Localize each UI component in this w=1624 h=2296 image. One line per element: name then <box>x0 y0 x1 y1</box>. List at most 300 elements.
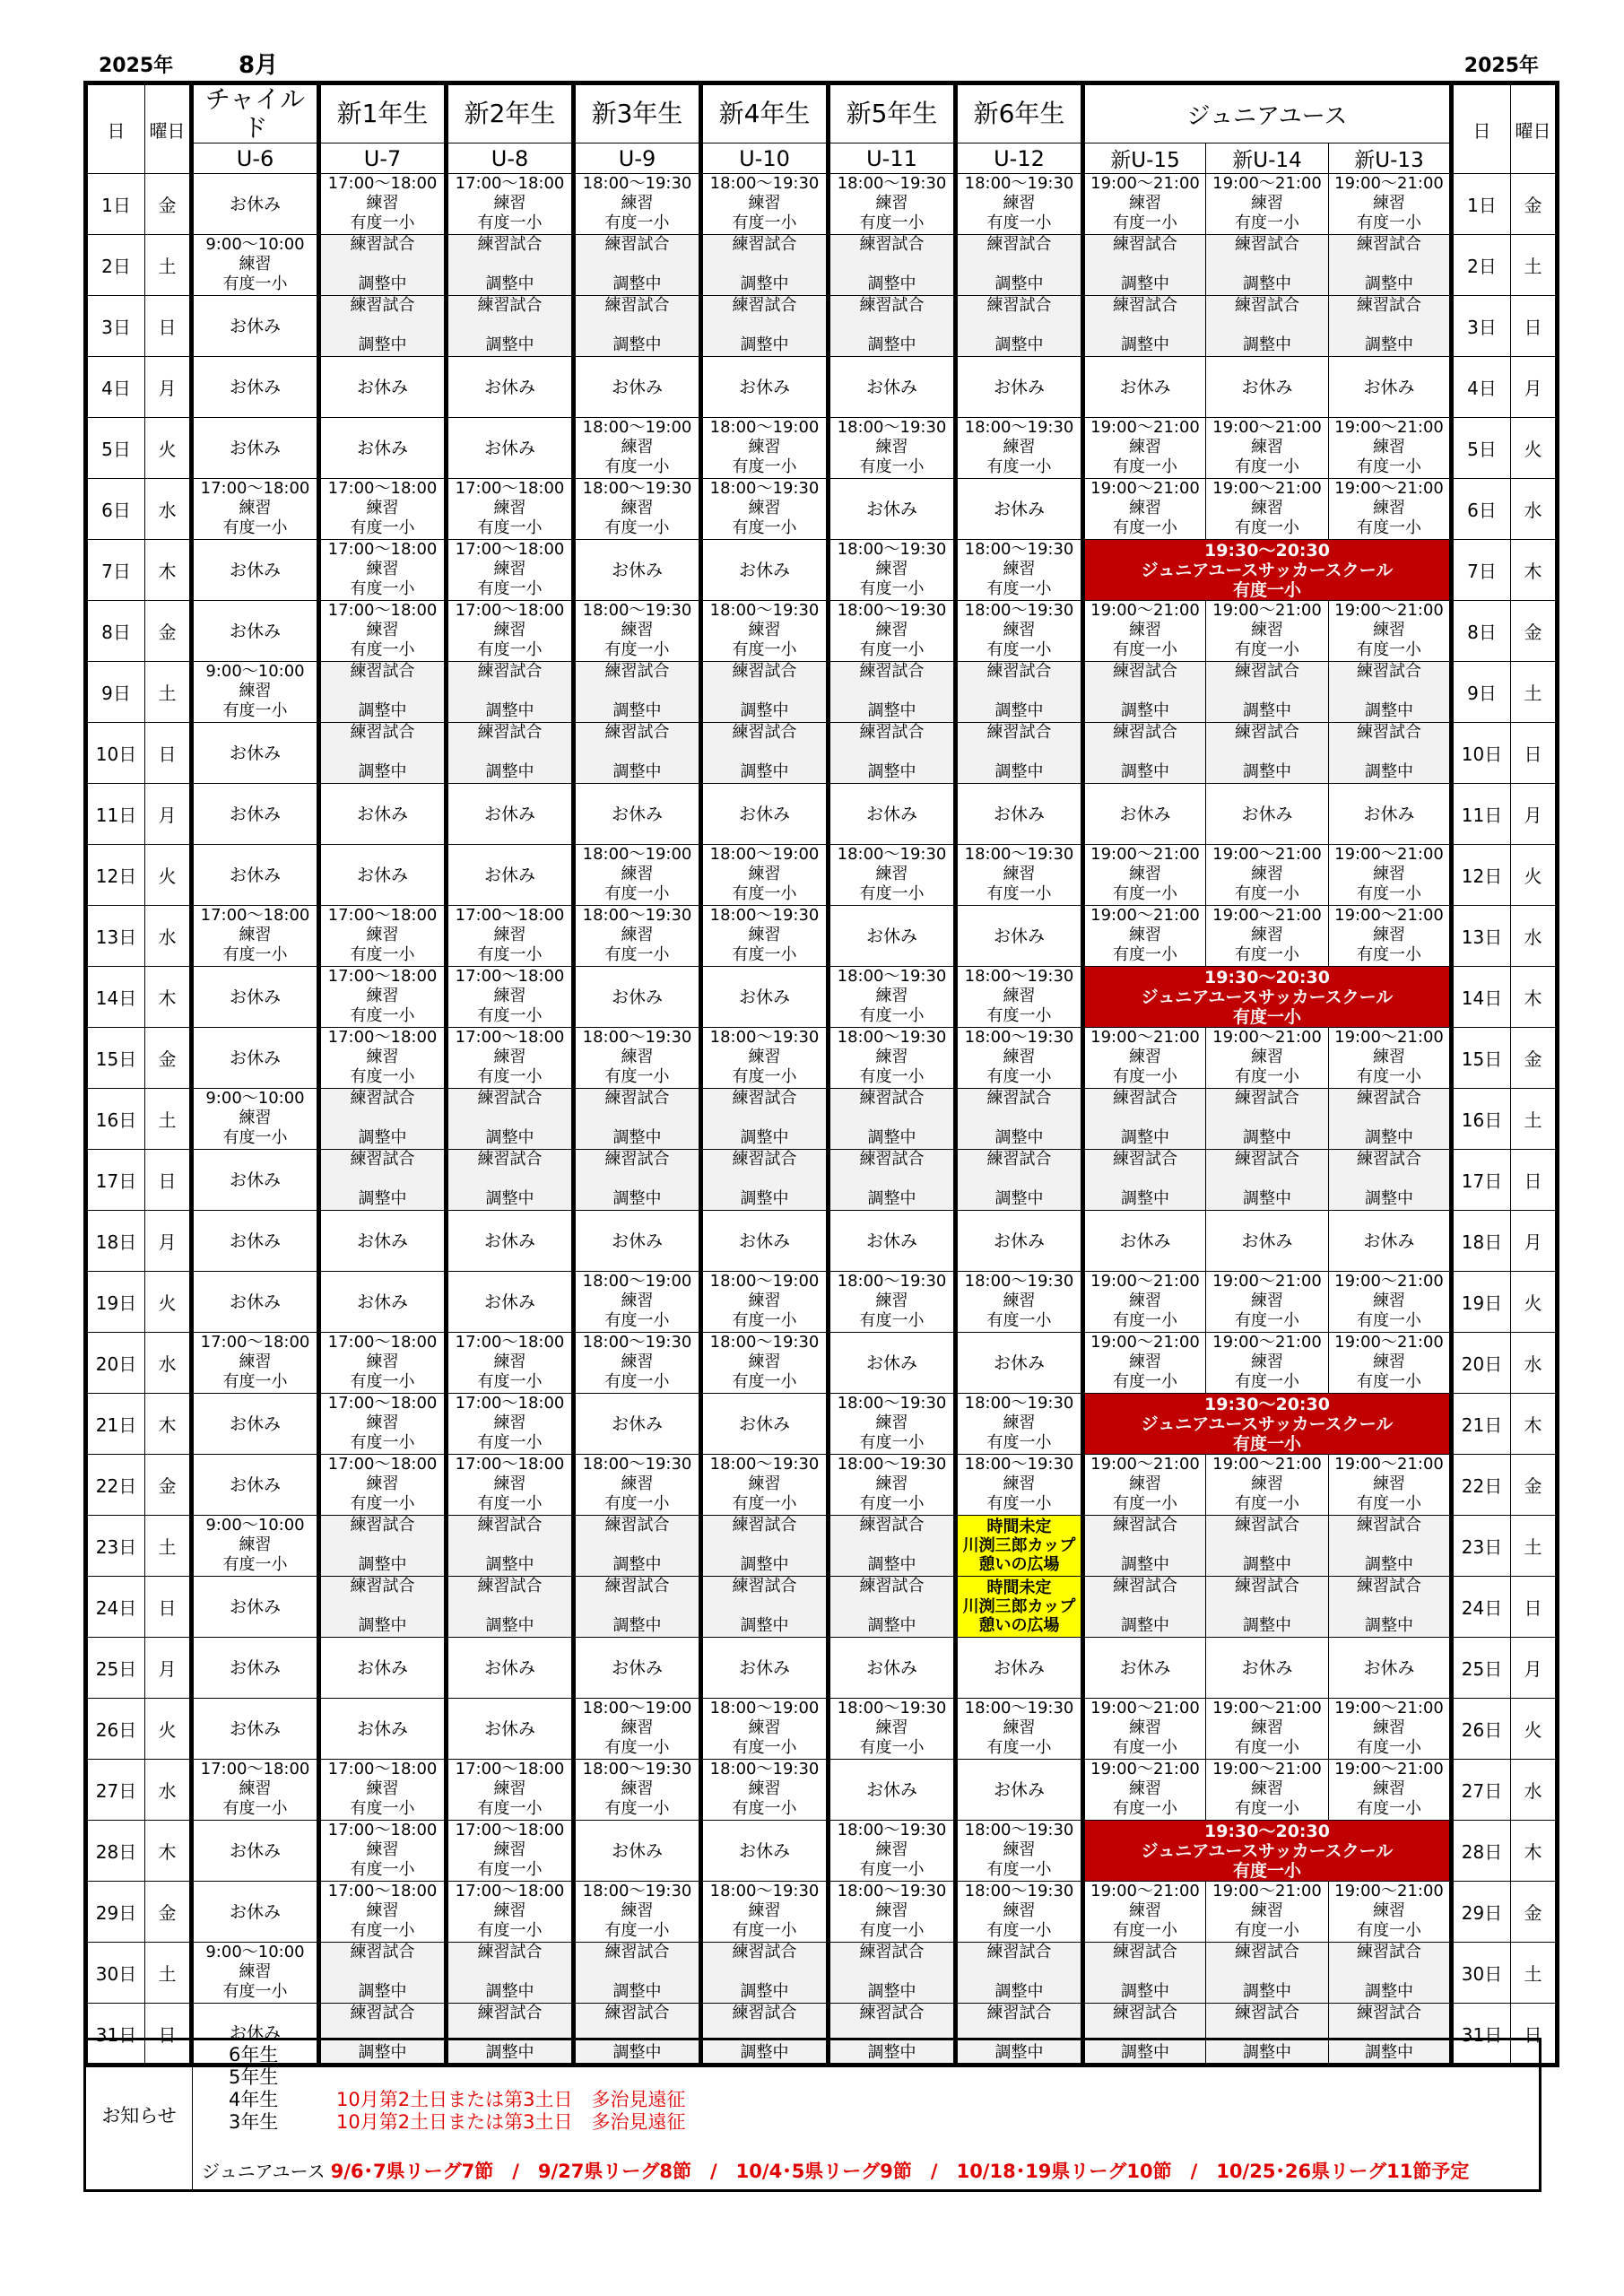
cell-u6 <box>192 662 319 723</box>
cell-line: 有度一小 <box>1235 1311 1299 1330</box>
cell-u13 <box>1329 1272 1452 1333</box>
weekday-cell: 土 <box>145 1943 192 2004</box>
cell-line: 調整中 <box>867 701 916 720</box>
cell-u9 <box>574 540 701 601</box>
cell-line: 有度一小 <box>986 1006 1052 1025</box>
cell-line: 調整中 <box>1365 1555 1413 1574</box>
cell-u14 <box>1206 1577 1329 1638</box>
cell-line: お休み <box>483 377 535 397</box>
cell-line: 調整中 <box>485 335 534 354</box>
cell-line: 18:00～19:30 <box>582 174 692 193</box>
cell-line: 練習 <box>1129 1901 1161 1920</box>
cell-line: 有度一小 <box>986 1738 1052 1757</box>
cell-u6 <box>192 1150 319 1211</box>
cell-u7 <box>319 601 447 662</box>
cell-line: お休み <box>865 1779 917 1800</box>
cell-line: 練習 <box>1251 1779 1283 1798</box>
cell-line: お休み <box>611 804 663 824</box>
cell-line: 練習試合 <box>1235 1943 1299 1961</box>
cell-line: 調整中 <box>740 1616 789 1635</box>
cell-line: 調整中 <box>1121 1555 1169 1574</box>
cell-line: 練習試合 <box>1113 1577 1177 1596</box>
cell-line: 19:00～21:00 <box>1090 418 1200 437</box>
day-cell: 16日 <box>86 1089 145 1150</box>
cell-line: 有度一小 <box>350 945 415 964</box>
cell-u13 <box>1329 1150 1452 1211</box>
cell-u13 <box>1329 1516 1452 1577</box>
cell-u14 <box>1206 174 1329 235</box>
cell-line: 練習試合 <box>477 235 543 254</box>
notice-body <box>193 2039 1541 2191</box>
cell-u11 <box>829 296 956 357</box>
cell-u10 <box>701 723 829 784</box>
cell-line: 練習 <box>493 1840 526 1859</box>
group-sub-u11: U-11 <box>829 144 956 174</box>
cell-line: 練習試合 <box>350 235 415 254</box>
cell-line: 練習試合 <box>1235 1516 1299 1535</box>
cell-line: お休み <box>229 743 281 763</box>
cell-line: 有度一小 <box>986 579 1052 598</box>
cell-u7 <box>319 845 447 906</box>
schedule-row <box>86 1760 1558 1821</box>
cell-line: 練習試合 <box>986 1089 1052 1108</box>
cell-line: 17:00～18:00 <box>455 540 565 559</box>
weekday-cell: 火 <box>145 1699 192 1760</box>
cell-line: お休み <box>1363 804 1415 824</box>
cell-line: お休み <box>229 438 281 458</box>
cell-line: 19:00～21:00 <box>1090 601 1200 620</box>
cell-u13 <box>1329 479 1452 540</box>
group-sub-u9: U-9 <box>574 144 701 174</box>
cell-u15 <box>1083 1455 1206 1516</box>
cell-line: お休み <box>356 1292 408 1312</box>
weekday-header: 曜日 <box>145 83 192 174</box>
cell-line: 有度一小 <box>1113 1067 1177 1086</box>
cell-line: 練習 <box>875 560 908 578</box>
cell-line: お休み <box>483 1292 535 1312</box>
cell-line: 練習試合 <box>859 1089 925 1108</box>
cell-line: 有度一小 <box>732 640 797 659</box>
cell-line: お休み <box>865 1352 917 1373</box>
day-cell: 23日 <box>86 1516 145 1577</box>
cell-line: 練習 <box>1129 621 1161 639</box>
cell-line: 調整中 <box>1121 1616 1169 1635</box>
cell-line: 有度一小 <box>222 945 288 964</box>
weekday-cell-right: 金 <box>1511 1882 1558 1943</box>
day-cell: 14日 <box>86 967 145 1028</box>
cell-line: 練習試合 <box>1235 1577 1299 1596</box>
cell-u11 <box>829 1211 956 1272</box>
weekday-cell-right: 土 <box>1511 235 1558 296</box>
cell-line: お休み <box>865 377 917 397</box>
cell-line: 調整中 <box>1121 1128 1169 1147</box>
cell-u7 <box>319 479 447 540</box>
cell-line: 有度一小 <box>986 1067 1052 1086</box>
cell-line: 有度一小 <box>1357 1738 1421 1757</box>
cell-line: 18:00～19:30 <box>582 1882 692 1900</box>
cell-u9 <box>574 1882 701 1943</box>
schedule-row <box>86 1333 1558 1394</box>
cell-line: お休み <box>993 1352 1045 1373</box>
cell-line: 有度一小 <box>604 1494 670 1513</box>
cell-u7 <box>319 418 447 479</box>
group-sub-u10: U-10 <box>701 144 829 174</box>
day-cell: 6日 <box>86 479 145 540</box>
cell-u13 <box>1329 784 1452 845</box>
cell-line: 調整中 <box>485 1189 534 1208</box>
weekday-cell-right: 土 <box>1511 1943 1558 2004</box>
cell-line: 調整中 <box>1365 762 1413 781</box>
cell-line: 練習試合 <box>986 662 1052 681</box>
weekday-cell: 日 <box>145 296 192 357</box>
cell-u14 <box>1206 723 1329 784</box>
weekday-cell: 金 <box>145 601 192 662</box>
cell-line: 19:00～21:00 <box>1090 1699 1200 1718</box>
cell-u15 <box>1083 601 1206 662</box>
cell-u7 <box>319 174 447 235</box>
cell-line: 練習 <box>748 1901 781 1920</box>
cell-line: 練習 <box>366 194 399 213</box>
cell-line: 19:00～21:00 <box>1090 1028 1200 1047</box>
day-cell: 31日 <box>86 2004 145 2066</box>
cell-line: お休み <box>611 1840 663 1861</box>
cell-line: 17:00～18:00 <box>327 601 438 620</box>
cell-line: 18:00～19:30 <box>582 1760 692 1779</box>
weekday-cell-right: 木 <box>1511 540 1558 601</box>
cell-line: 練習 <box>1003 438 1036 457</box>
cell-line: 19:00～21:00 <box>1090 174 1200 193</box>
cell-line: 練習 <box>621 1048 654 1066</box>
cell-line: 18:00～19:30 <box>837 1699 947 1718</box>
cell-line: 調整中 <box>1243 274 1291 293</box>
cell-u6 <box>192 296 319 357</box>
schedule-row <box>86 1150 1558 1211</box>
group-header-u8: 新2年生 <box>447 83 574 144</box>
cell-line: 18:00～19:30 <box>837 418 947 437</box>
cell-u12 <box>956 1455 1083 1516</box>
cell-u10 <box>701 1272 829 1333</box>
cell-line: お休み <box>229 865 281 885</box>
cell-line: 有度一小 <box>222 701 288 720</box>
junior-youth-school-cell <box>1083 540 1452 601</box>
cell-line: 調整中 <box>485 2043 534 2062</box>
cell-line: 調整中 <box>994 1982 1044 2001</box>
notice-grade: 6年生 <box>229 2044 279 2066</box>
cell-line: 調整中 <box>867 274 916 293</box>
cell-line: 練習 <box>748 926 781 944</box>
cell-line: 有度一小 <box>350 1494 415 1513</box>
cell-line: 有度一小 <box>1232 1860 1301 1881</box>
cell-u12 <box>956 1821 1083 1882</box>
cell-line: 練習 <box>366 1048 399 1066</box>
cell-u7 <box>319 784 447 845</box>
cell-line: 19:00～21:00 <box>1212 1272 1322 1291</box>
cell-line: お休み <box>229 2023 281 2043</box>
cell-line: 練習 <box>1251 499 1283 517</box>
cell-line: 調整中 <box>612 1128 662 1147</box>
cell-u7 <box>319 1699 447 1760</box>
cell-u8 <box>447 1516 574 1577</box>
cell-line: 17:00～18:00 <box>455 1394 565 1413</box>
cell-line: 有度一小 <box>732 1067 797 1086</box>
cell-u8 <box>447 1882 574 1943</box>
weekday-cell-right: 土 <box>1511 1089 1558 1150</box>
cell-line: 19:00～21:00 <box>1212 1333 1322 1352</box>
cell-u12 <box>956 235 1083 296</box>
cell-line: 練習 <box>875 194 908 213</box>
cell-line: 9:00～10:00 <box>205 1516 305 1535</box>
cell-u7 <box>319 296 447 357</box>
cell-line: 有度一小 <box>1235 1738 1299 1757</box>
cell-u15 <box>1083 174 1206 235</box>
cell-line: 練習 <box>621 438 654 457</box>
cell-line: 練習試合 <box>1113 2004 1177 2022</box>
cell-line: 練習 <box>1251 865 1283 883</box>
cell-line: 17:00～18:00 <box>327 1821 438 1839</box>
cell-line: 18:00～19:30 <box>964 540 1074 559</box>
cell-u11 <box>829 1577 956 1638</box>
cell-line: 18:00～19:00 <box>582 418 692 437</box>
cell-u15 <box>1083 784 1206 845</box>
group-header-u12: 新6年生 <box>956 83 1083 144</box>
weekday-cell-right: 火 <box>1511 1272 1558 1333</box>
cell-u7 <box>319 906 447 967</box>
cell-u9 <box>574 1150 701 1211</box>
cell-line: 憩いの広場 <box>978 1555 1060 1574</box>
cell-u13 <box>1329 357 1452 418</box>
cell-line: 有度一小 <box>1232 579 1301 600</box>
cell-u6 <box>192 906 319 967</box>
cell-u6 <box>192 235 319 296</box>
cell-line: 調整中 <box>1243 701 1291 720</box>
cell-u13 <box>1329 1028 1452 1089</box>
cell-line: 練習試合 <box>986 296 1052 315</box>
day-cell: 9日 <box>86 662 145 723</box>
cell-u6 <box>192 540 319 601</box>
cell-line: 練習試合 <box>1113 1150 1177 1169</box>
cell-u6 <box>192 1211 319 1272</box>
cell-line: 練習 <box>1003 1718 1036 1737</box>
cell-u14 <box>1206 1150 1329 1211</box>
cell-u13 <box>1329 1882 1452 1943</box>
cell-u8 <box>447 1943 574 2004</box>
cell-line: 19:00～21:00 <box>1334 1333 1444 1352</box>
cell-line: 18:00～19:00 <box>582 1699 692 1718</box>
cell-line: 調整中 <box>1365 1982 1413 2001</box>
cell-u10 <box>701 540 829 601</box>
cell-line: 18:00～19:30 <box>582 479 692 498</box>
cell-line: 有度一小 <box>477 1921 543 1940</box>
cell-line: 練習 <box>748 1718 781 1737</box>
cell-line: 調整中 <box>358 335 407 354</box>
cell-u9 <box>574 479 701 540</box>
cell-u9 <box>574 1760 701 1821</box>
cell-u12 <box>956 1943 1083 2004</box>
cell-line: 練習 <box>875 1048 908 1066</box>
cell-u6 <box>192 418 319 479</box>
day-cell: 3日 <box>86 296 145 357</box>
cell-line: 練習 <box>1251 1474 1283 1493</box>
cell-u9 <box>574 662 701 723</box>
cell-line: 18:00～19:30 <box>582 1028 692 1047</box>
day-cell: 20日 <box>86 1333 145 1394</box>
cell-line: 調整中 <box>1243 1128 1291 1147</box>
cell-line: お休み <box>738 560 790 580</box>
cell-line: 調整中 <box>1365 335 1413 354</box>
cell-line: 練習 <box>1129 1718 1161 1737</box>
cell-u7 <box>319 1943 447 2004</box>
cell-line: 練習 <box>748 1779 781 1798</box>
cell-line: 有度一小 <box>604 518 670 537</box>
cell-line: 有度一小 <box>222 1372 288 1391</box>
cell-line: 有度一小 <box>1357 1311 1421 1330</box>
cell-line: 調整中 <box>867 1128 916 1147</box>
cell-u12 <box>956 357 1083 418</box>
cell-u10 <box>701 1028 829 1089</box>
cell-line: 調整中 <box>867 1982 916 2001</box>
cell-line: 調整中 <box>867 1189 916 1208</box>
day-cell: 11日 <box>86 784 145 845</box>
cell-line: お休み <box>356 1718 408 1739</box>
cell-line: 練習 <box>875 438 908 457</box>
cell-line: お休み <box>1119 804 1171 824</box>
cell-u11 <box>829 479 956 540</box>
cell-line: 川渕三郎カップ <box>962 1536 1076 1555</box>
cell-line: 有度一小 <box>732 1921 797 1940</box>
cell-line: 練習 <box>239 926 272 944</box>
cell-line: 有度一小 <box>859 579 925 598</box>
cell-line: 有度一小 <box>732 884 797 903</box>
cell-u14 <box>1206 1760 1329 1821</box>
cell-u14 <box>1206 1028 1329 1089</box>
cell-u13 <box>1329 1455 1452 1516</box>
day-cell: 13日 <box>86 906 145 967</box>
cell-line: 17:00～18:00 <box>455 1882 565 1900</box>
cell-u6 <box>192 1455 319 1516</box>
cell-u15 <box>1083 1516 1206 1577</box>
cell-line: 練習試合 <box>477 723 543 742</box>
cell-u13 <box>1329 418 1452 479</box>
cell-u12 <box>956 174 1083 235</box>
cell-line: お休み <box>229 316 281 336</box>
weekday-cell: 木 <box>145 967 192 1028</box>
cell-line: 練習試合 <box>986 1150 1052 1169</box>
cell-line: 調整中 <box>358 2043 407 2062</box>
cell-u8 <box>447 174 574 235</box>
cell-line: 練習試合 <box>859 235 925 254</box>
day-cell: 15日 <box>86 1028 145 1089</box>
cell-line: 19:00～21:00 <box>1090 1272 1200 1291</box>
cell-line: 調整中 <box>1243 1616 1291 1635</box>
weekday-cell-right: 日 <box>1511 723 1558 784</box>
cell-u8 <box>447 235 574 296</box>
cell-line: 練習 <box>1373 621 1405 639</box>
cell-line: 19:00～21:00 <box>1212 601 1322 620</box>
cell-line: 調整中 <box>740 274 789 293</box>
cell-u10 <box>701 235 829 296</box>
cell-line: 練習試合 <box>604 1577 670 1596</box>
cell-line: 18:00～19:30 <box>837 1821 947 1839</box>
cell-line: 練習試合 <box>477 1150 543 1169</box>
weekday-cell-right: 月 <box>1511 357 1558 418</box>
cell-line: 練習 <box>1373 1292 1405 1310</box>
cell-line: 調整中 <box>1121 701 1169 720</box>
schedule-row <box>86 1089 1558 1150</box>
cell-line: 練習試合 <box>986 723 1052 742</box>
cell-line: 有度一小 <box>222 518 288 537</box>
cell-line: 有度一小 <box>1113 1372 1177 1391</box>
weekday-cell: 水 <box>145 1333 192 1394</box>
notice-row <box>193 2066 1539 2089</box>
cell-line: 練習 <box>875 865 908 883</box>
cell-u11 <box>829 1394 956 1455</box>
cell-line: 調整中 <box>740 762 789 781</box>
cell-u11 <box>829 1455 956 1516</box>
cell-line: 調整中 <box>867 1616 916 1635</box>
cell-u15 <box>1083 1577 1206 1638</box>
cell-u11 <box>829 1699 956 1760</box>
group-sub-u13: 新U-13 <box>1329 144 1452 174</box>
cell-line: 17:00～18:00 <box>200 906 310 925</box>
cell-line: 練習 <box>239 1535 272 1554</box>
cell-line: 有度一小 <box>1235 640 1299 659</box>
cell-line: 有度一小 <box>604 213 670 232</box>
cell-line: 練習試合 <box>1357 1943 1421 1961</box>
cell-line: 調整中 <box>1365 2043 1413 2062</box>
cell-line: 練習 <box>1129 926 1161 944</box>
weekday-cell-right: 日 <box>1511 1150 1558 1211</box>
cell-line: 有度一小 <box>477 1860 543 1879</box>
day-cell-right: 27日 <box>1452 1760 1511 1821</box>
cell-u9 <box>574 1455 701 1516</box>
cell-line: 有度一小 <box>477 1799 543 1818</box>
cell-line: 練習試合 <box>1113 1943 1177 1961</box>
cell-line: 練習 <box>1129 438 1161 457</box>
schedule-row <box>86 357 1558 418</box>
weekday-cell-right: 日 <box>1511 296 1558 357</box>
cell-line: 19:30～20:30 <box>1204 967 1330 987</box>
cell-line: 調整中 <box>358 1189 407 1208</box>
cell-line: お休み <box>483 804 535 824</box>
cell-u12 <box>956 1394 1083 1455</box>
weekday-cell: 木 <box>145 540 192 601</box>
cell-line: 18:00～19:30 <box>709 1760 820 1779</box>
cell-line: 練習試合 <box>350 1943 415 1961</box>
cell-line: 有度一小 <box>477 1494 543 1513</box>
cell-line: 19:00～21:00 <box>1212 1699 1322 1718</box>
cell-line: 練習試合 <box>732 1943 797 1961</box>
cell-line: お休み <box>738 377 790 397</box>
notice-text: 10月第2土日または第3土日 多治見遠征 <box>336 2111 686 2133</box>
cell-u9 <box>574 1577 701 1638</box>
cell-line: 練習試合 <box>859 1516 925 1535</box>
cell-line: 調整中 <box>994 762 1044 781</box>
cell-line: 練習試合 <box>1113 235 1177 254</box>
day-cell-right: 2日 <box>1452 235 1511 296</box>
cell-line: 練習 <box>1373 1779 1405 1798</box>
cell-u8 <box>447 1394 574 1455</box>
cell-line: 練習試合 <box>1235 1150 1299 1169</box>
cell-line: 有度一小 <box>1357 1921 1421 1940</box>
schedule-row <box>86 296 1558 357</box>
cell-u13 <box>1329 906 1452 967</box>
cell-line: 練習 <box>1129 865 1161 883</box>
cell-line: 調整中 <box>1365 274 1413 293</box>
cell-line: 19:00～21:00 <box>1334 1760 1444 1779</box>
cell-line: 練習 <box>748 1048 781 1066</box>
kawabuchi-cup-cell <box>956 1577 1083 1638</box>
cell-line: 18:00～19:00 <box>709 418 820 437</box>
